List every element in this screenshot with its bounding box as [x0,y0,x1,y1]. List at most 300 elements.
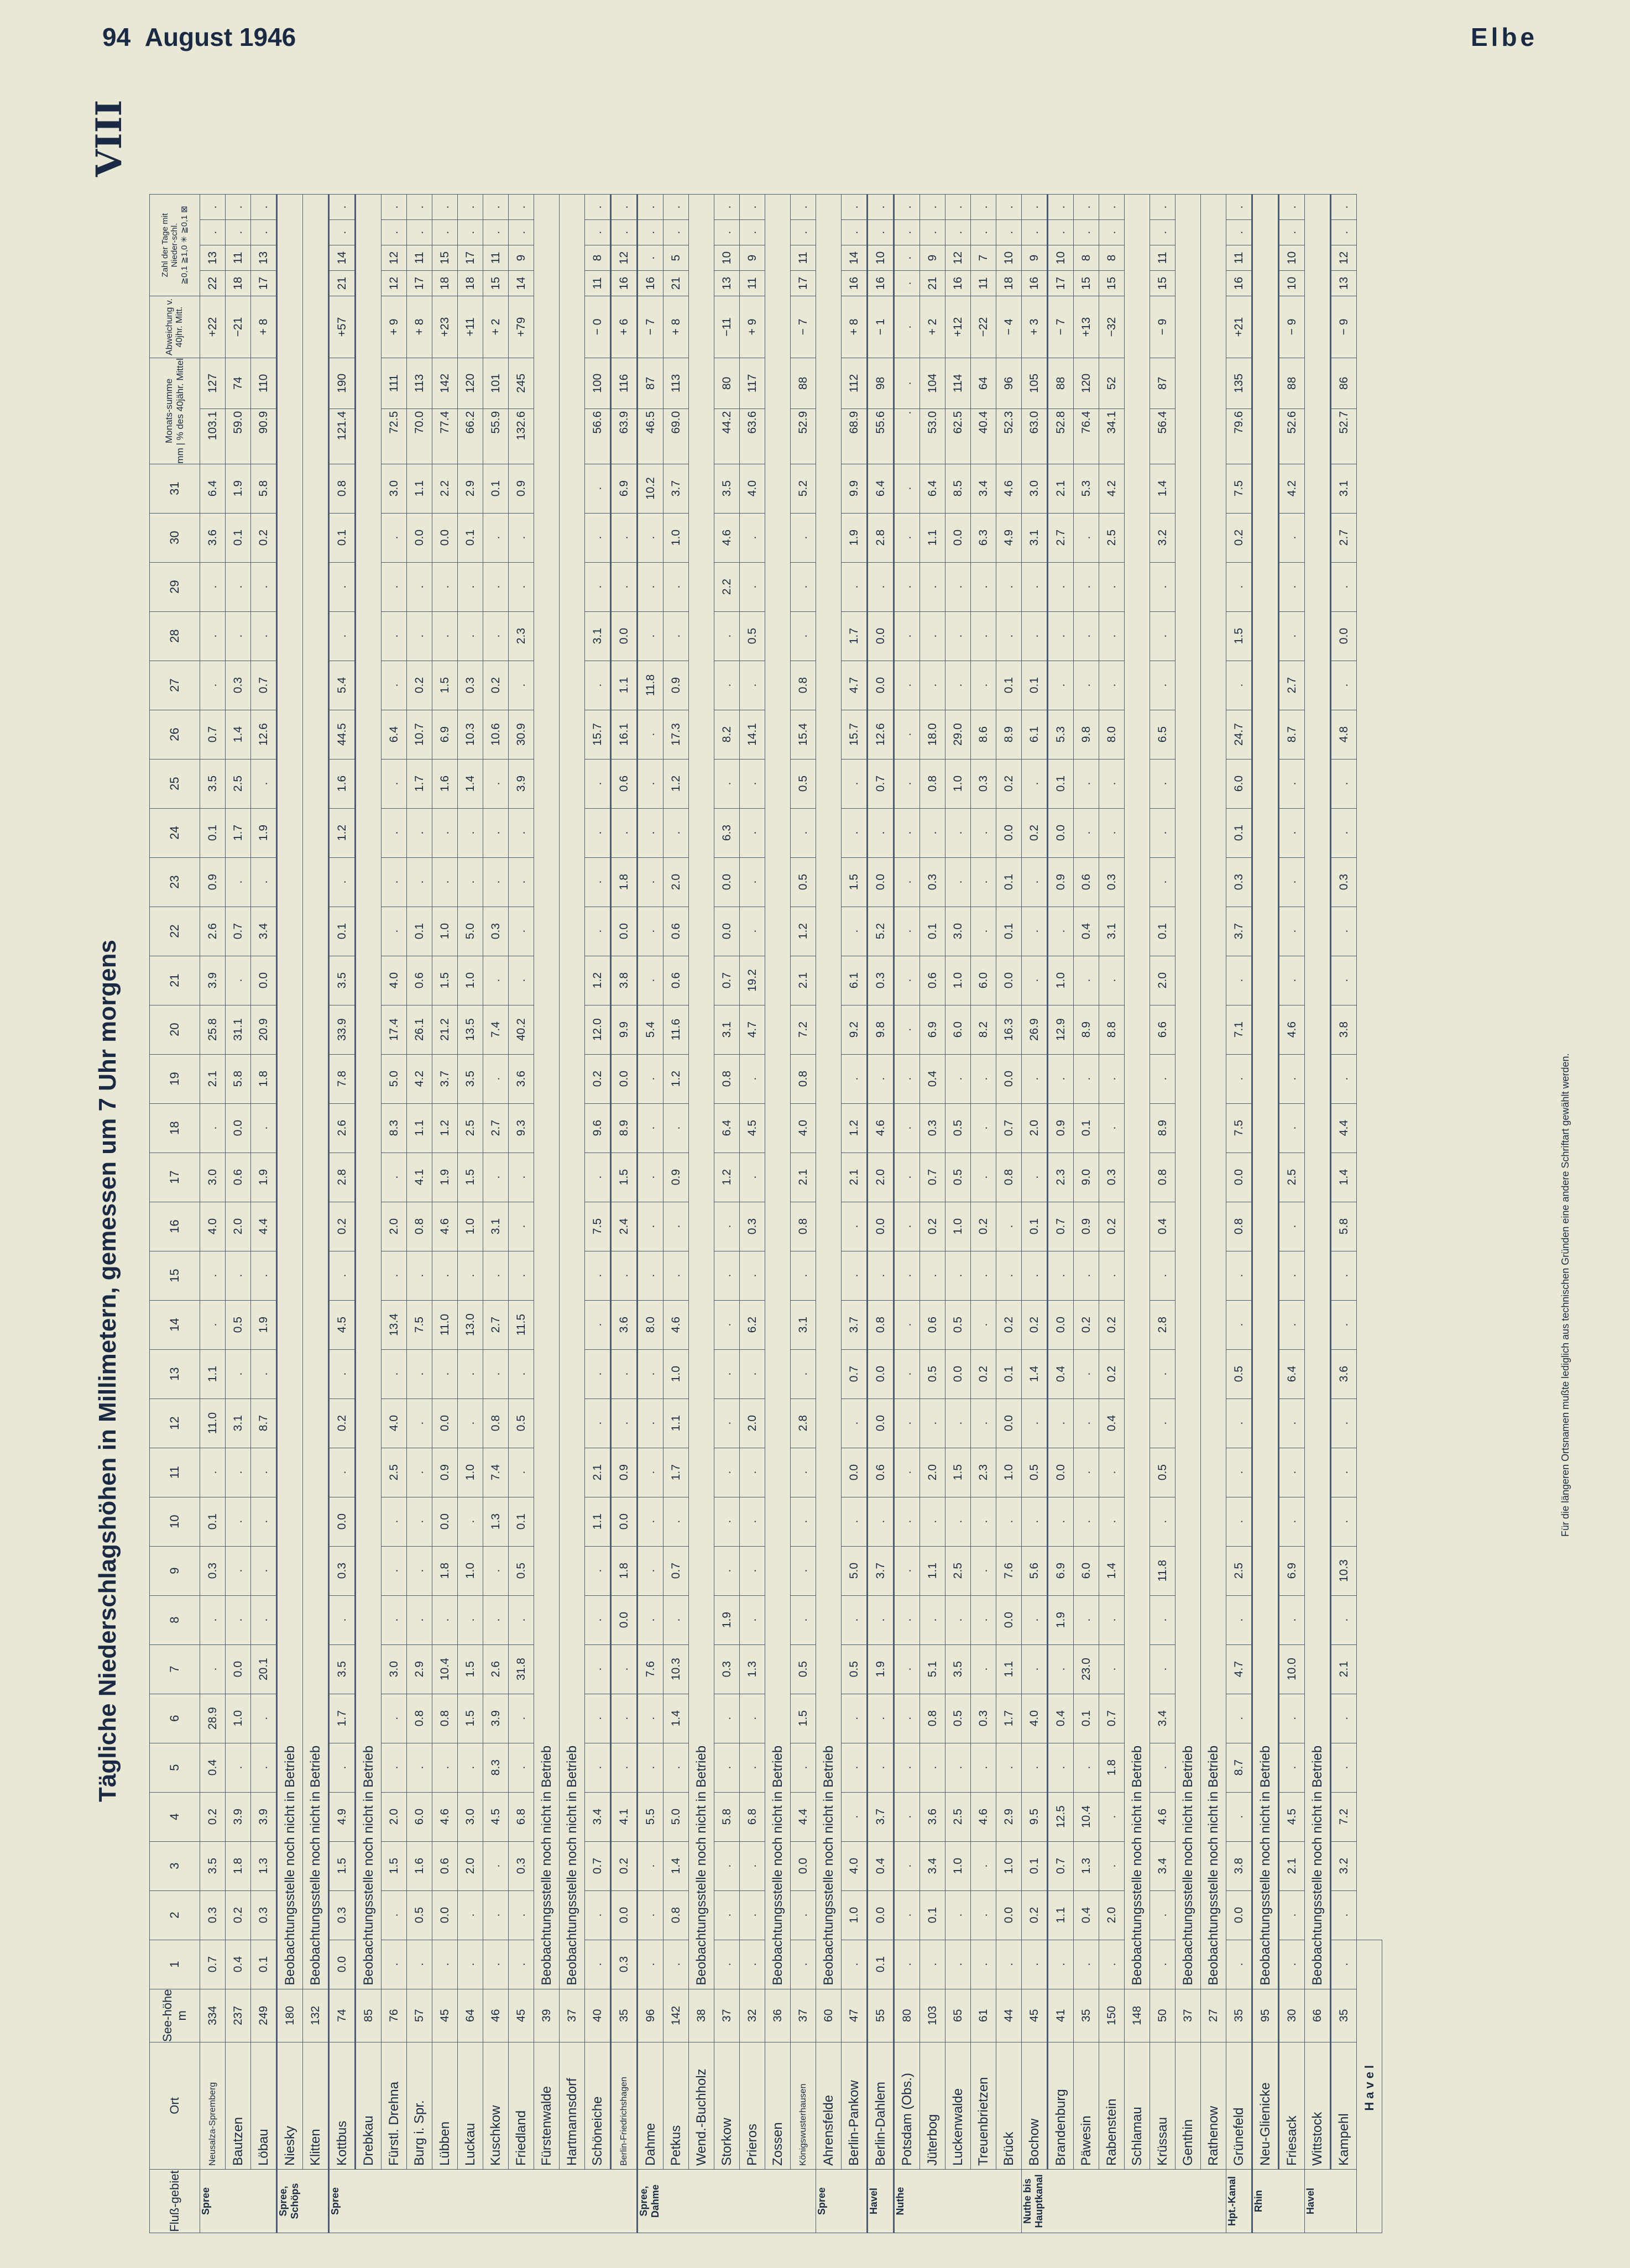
daily-precip: 4.0 [1022,1694,1048,1743]
daily-precip: 11.8 [1150,1546,1176,1595]
daily-precip: . [509,562,534,611]
daily-precip: . [971,1054,996,1103]
daily-precip: 5.3 [1074,464,1099,513]
days-count: 8 [585,245,611,271]
percent-of-mean: 87 [638,358,664,409]
daily-precip: . [842,1398,868,1448]
daily-precip: 0.7 [1099,1694,1125,1743]
daily-precip: . [894,1940,920,1989]
table-row [1074,195,1099,2233]
daily-precip: . [226,562,251,611]
daily-precip: . [458,1743,483,1792]
station-name: Krüssau [1150,2042,1176,2170]
daily-precip: 1.3 [483,1497,509,1546]
table-row [585,195,611,2233]
daily-precip: . [611,1743,638,1792]
station-elevation: 249 [251,1989,277,2042]
days-count: . [611,195,638,220]
daily-precip: . [251,1251,277,1300]
daily-precip: . [894,661,920,710]
header-day: 29 [150,562,200,611]
station-elevation: 60 [816,1989,842,2042]
daily-precip: 7.4 [483,1448,509,1497]
daily-precip: 5.2 [791,464,816,513]
station-name: Berlin-Pankow [842,2042,868,2170]
days-count: 11 [483,245,509,271]
daily-precip: . [251,611,277,661]
daily-precip: 4.5 [1279,1792,1305,1841]
daily-precip: 31.1 [226,1005,251,1054]
daily-precip: . [1279,956,1305,1005]
daily-precip: 2.8 [791,1398,816,1448]
daily-precip: . [200,562,226,611]
daily-precip: 1.1 [585,1497,611,1546]
header-zahl-der-tage [150,195,200,296]
daily-precip: 4.7 [1226,1644,1252,1694]
days-count: 14 [509,271,534,296]
daily-precip: . [1074,611,1099,661]
daily-precip: . [791,1890,816,1940]
daily-precip: . [382,1890,407,1940]
daily-precip: 0.1 [1074,1103,1099,1153]
days-count: 8 [1099,245,1125,271]
daily-precip: 4.4 [1331,1103,1357,1153]
daily-precip: 2.7 [483,1103,509,1153]
header-day: 22 [150,907,200,956]
daily-precip: 7.2 [791,1005,816,1054]
daily-precip: . [638,907,664,956]
daily-precip: 0.5 [1226,1349,1252,1398]
daily-precip: 0.1 [329,907,356,956]
daily-precip: . [868,1054,894,1103]
header-zahl-sub [179,195,189,296]
daily-precip: 0.5 [407,1890,432,1940]
daily-precip: 0.5 [1022,1448,1048,1497]
daily-precip: 0.6 [432,1841,458,1890]
daily-precip: . [791,562,816,611]
daily-precip: . [585,1940,611,1989]
daily-precip: . [382,907,407,956]
daily-precip: 12.5 [1048,1792,1074,1841]
table-row [971,195,996,2233]
table-row [1099,195,1125,2233]
daily-precip: 0.5 [791,857,816,907]
daily-precip: . [894,808,920,857]
daily-precip: 4.8 [1331,710,1357,759]
days-count: 9 [509,245,534,271]
days-count: 9 [740,245,765,271]
daily-precip: . [638,611,664,661]
daily-precip: 0.2 [996,1300,1022,1349]
daily-precip: 0.0 [996,1398,1022,1448]
daily-precip: 8.7 [251,1398,277,1448]
daily-precip: 1.4 [1099,1546,1125,1595]
daily-precip: . [1150,1054,1176,1103]
station-name: Prieros [740,2042,765,2170]
days-count: 10 [1279,271,1305,296]
daily-precip: 3.8 [611,956,638,1005]
daily-precip: . [585,464,611,513]
daily-precip: . [382,562,407,611]
percent-of-mean: 116 [611,358,638,409]
footer-row [1357,195,1382,2233]
daily-precip: 10.3 [1331,1546,1357,1595]
daily-precip: 3.7 [868,1546,894,1595]
daily-precip: 4.5 [740,1103,765,1153]
daily-precip: 3.0 [458,1792,483,1841]
table-row [329,195,356,2233]
station-elevation: 37 [791,1989,816,2042]
days-count: . [638,195,664,220]
days-count: . [664,220,689,245]
monthly-sum: 76.4 [1074,408,1099,464]
daily-precip: . [251,1103,277,1153]
daily-precip: . [842,1251,868,1300]
daily-precip: 6.9 [920,1005,945,1054]
daily-precip: 3.7 [1226,907,1252,956]
not-in-operation-note: Beobachtungsstelle noch nicht in Betrieb [1125,195,1150,1989]
daily-precip: . [483,1595,509,1644]
daily-precip: 6.0 [1226,759,1252,808]
daily-precip: . [382,513,407,562]
daily-precip: . [407,857,432,907]
daily-precip: . [868,808,894,857]
not-in-operation-note: Beobachtungsstelle noch nicht in Betrieb [1252,195,1279,1989]
daily-precip: 0.3 [971,1694,996,1743]
daily-precip: 6.1 [1022,710,1048,759]
river-basin: Spree [329,2170,638,2233]
daily-precip: . [1150,808,1176,857]
days-count: . [971,195,996,220]
daily-precip: 0.4 [1074,907,1099,956]
daily-precip: 0.2 [1074,1300,1099,1349]
daily-precip: 0.3 [458,661,483,710]
daily-precip: . [226,1497,251,1546]
daily-precip: 21.2 [432,1005,458,1054]
days-count: 12 [945,245,971,271]
header-day: 31 [150,464,200,513]
daily-precip: . [971,1300,996,1349]
daily-precip: 2.5 [382,1448,407,1497]
daily-precip: 0.2 [1022,808,1048,857]
daily-precip: 3.0 [945,907,971,956]
deviation: + 8 [251,296,277,358]
monthly-sum: 69.0 [664,408,689,464]
daily-precip: . [945,611,971,661]
daily-precip: 0.5 [226,1300,251,1349]
daily-precip: . [638,562,664,611]
daily-precip: . [740,1694,765,1743]
daily-precip: . [1074,1398,1099,1448]
daily-precip: 11.5 [509,1300,534,1349]
station-elevation: 44 [996,1989,1022,2042]
station-elevation: 150 [1099,1989,1125,2042]
header-n10: ≧1,0 [180,245,189,264]
days-count: . [509,195,534,220]
daily-precip: 2.0 [458,1841,483,1890]
daily-precip: 0.7 [664,1546,689,1595]
daily-precip: . [971,1398,996,1448]
daily-precip: . [1279,1448,1305,1497]
percent-of-mean: 245 [509,358,534,409]
daily-precip: 1.5 [329,1841,356,1890]
daily-precip: . [920,1497,945,1546]
station-elevation: 50 [1150,1989,1176,2042]
daily-precip: 2.9 [458,464,483,513]
daily-precip: 6.4 [200,464,226,513]
river-basin: Nuthe bis Hauptkanal [1022,2170,1226,2233]
station-name: Ahrensfelde [816,2042,842,2170]
daily-precip: 1.0 [458,1202,483,1251]
daily-precip: . [971,808,996,857]
header-row [150,195,200,2233]
daily-precip: . [1099,1497,1125,1546]
header-day: 8 [150,1595,200,1644]
daily-precip: 3.6 [611,1300,638,1349]
daily-precip: . [1074,1743,1099,1792]
daily-precip: 6.4 [868,464,894,513]
daily-precip: . [996,1743,1022,1792]
daily-precip: . [585,513,611,562]
daily-precip: 1.2 [714,1153,740,1202]
days-count: 18 [226,271,251,296]
daily-precip: . [714,1202,740,1251]
daily-precip: . [842,1595,868,1644]
daily-precip: 4.4 [791,1792,816,1841]
header-day: 18 [150,1103,200,1153]
percent-of-mean: 135 [1226,358,1252,409]
percent-of-mean: 88 [1048,358,1074,409]
days-count: . [1279,220,1305,245]
daily-precip: 0.0 [329,1940,356,1989]
daily-precip: . [894,1595,920,1644]
daily-precip: . [714,661,740,710]
daily-precip: 0.5 [920,1349,945,1398]
daily-precip: . [740,1448,765,1497]
daily-precip: . [509,1694,534,1743]
daily-precip: 0.3 [1226,857,1252,907]
station-elevation: 103 [920,1989,945,2042]
daily-precip: . [638,513,664,562]
river-basin: Havel [1305,2170,1357,2233]
days-count: 21 [920,271,945,296]
header-day: 28 [150,611,200,661]
daily-precip: 1.0 [945,1841,971,1890]
deviation: − 9 [1150,296,1176,358]
station-name: Berlin-Friedrichshagen [611,2042,638,2170]
daily-precip: . [1331,1497,1357,1546]
table-row [382,195,407,2233]
daily-precip: . [868,1694,894,1743]
daily-precip: 7.8 [329,1054,356,1103]
daily-precip: . [664,1202,689,1251]
days-count: . [868,220,894,245]
daily-precip: 0.3 [1099,1153,1125,1202]
daily-precip: . [483,808,509,857]
daily-precip: 3.5 [945,1644,971,1694]
days-count: . [638,220,664,245]
days-count: . [226,195,251,220]
percent-of-mean: 101 [483,358,509,409]
daily-precip: 0.2 [1099,1300,1125,1349]
daily-precip: . [611,513,638,562]
daily-precip: 0.3 [920,1103,945,1153]
daily-precip: 0.1 [1150,907,1176,956]
daily-precip: 0.7 [842,1349,868,1398]
daily-precip: 0.9 [1048,857,1074,907]
daily-precip: . [1074,956,1099,1005]
daily-precip: 1.4 [226,710,251,759]
daily-precip: . [407,1398,432,1448]
deviation: +12 [945,296,971,358]
daily-precip: . [1226,1595,1252,1644]
river-basin: Spree, Schöps [277,2170,329,2233]
daily-precip: . [740,1054,765,1103]
daily-precip: . [483,1251,509,1300]
daily-precip: 2.0 [1022,1103,1048,1153]
daily-precip: 1.9 [251,808,277,857]
daily-precip: 0.5 [509,1398,534,1448]
days-count: 13 [200,245,226,271]
daily-precip: . [664,1251,689,1300]
daily-precip: 1.4 [664,1841,689,1890]
daily-precip: 11.6 [664,1005,689,1054]
header-day: 13 [150,1349,200,1398]
daily-precip: 15.4 [791,710,816,759]
table-row [791,195,816,2233]
daily-precip: 3.2 [1331,1841,1357,1890]
daily-precip: 2.3 [971,1448,996,1497]
monthly-sum: 44.2 [714,408,740,464]
table-row [1252,195,1279,2233]
daily-precip: . [791,1546,816,1595]
percent-of-mean: 86 [1331,358,1357,409]
daily-precip: . [1331,907,1357,956]
days-count: 10 [1279,245,1305,271]
days-count: . [996,195,1022,220]
table-row [483,195,509,2233]
daily-precip: . [407,1546,432,1595]
daily-precip: 7.1 [1226,1005,1252,1054]
daily-precip: 1.3 [1074,1841,1099,1890]
daily-precip: 1.9 [868,1644,894,1694]
days-count: 11 [740,271,765,296]
daily-precip: . [894,1153,920,1202]
daily-precip: 2.1 [1331,1644,1357,1694]
daily-precip: . [971,611,996,661]
daily-precip: . [585,1644,611,1694]
daily-precip: 3.4 [251,907,277,956]
days-count: 18 [996,271,1022,296]
daily-precip: 0.7 [714,956,740,1005]
daily-precip: 0.4 [1074,1890,1099,1940]
daily-precip: 2.2 [432,464,458,513]
daily-precip: . [894,907,920,956]
days-count: 16 [945,271,971,296]
daily-precip: . [1022,857,1048,907]
daily-precip: 0.7 [920,1153,945,1202]
daily-precip: . [638,1153,664,1202]
daily-precip: 0.2 [407,661,432,710]
daily-precip: 4.1 [407,1153,432,1202]
daily-precip: 9.3 [509,1103,534,1153]
days-count: . [200,220,226,245]
station-elevation: 37 [1176,1989,1201,2042]
deviation: + 2 [920,296,945,358]
days-count: . [1048,195,1074,220]
monthly-sum: 55.9 [483,408,509,464]
header-seehoehe [150,1989,200,2042]
daily-precip: . [226,1595,251,1644]
daily-precip: 4.0 [200,1202,226,1251]
daily-precip: . [483,1890,509,1940]
daily-precip: 0.1 [1022,1841,1048,1890]
daily-precip: . [483,956,509,1005]
daily-precip: 2.6 [483,1644,509,1694]
daily-precip: . [1331,956,1357,1005]
percent-of-mean: 120 [458,358,483,409]
daily-precip: . [509,1940,534,1989]
daily-precip: 0.5 [945,1300,971,1349]
daily-precip: 0.0 [1331,611,1357,661]
daily-precip: . [407,1940,432,1989]
days-count: . [894,245,920,271]
days-count: . [1150,195,1176,220]
daily-precip: . [1279,1300,1305,1349]
daily-precip: 0.2 [1099,1202,1125,1251]
daily-precip: 2.1 [791,956,816,1005]
daily-precip: . [407,1448,432,1497]
daily-precip: 0.6 [920,956,945,1005]
daily-precip: 1.0 [945,1202,971,1251]
daily-precip: 13.4 [382,1300,407,1349]
daily-precip: 0.4 [1099,1398,1125,1448]
station-name: Kampehl [1331,2042,1357,2170]
daily-precip: 8.2 [714,710,740,759]
header-day: 10 [150,1497,200,1546]
station-name: Drebkau [356,2042,382,2170]
table-row [1305,195,1331,2233]
daily-precip: 2.2 [714,562,740,611]
daily-precip: . [1022,1153,1048,1202]
days-count: 10 [868,245,894,271]
monthly-sum: 52.8 [1048,408,1074,464]
daily-precip: . [971,1644,996,1694]
monthly-sum: 52.7 [1331,408,1357,464]
percent-of-mean: 88 [791,358,816,409]
deviation: +13 [1074,296,1099,358]
river-basin: Hpt.-Kanal [1226,2170,1252,2233]
days-count: . [1022,220,1048,245]
daily-precip: . [1099,1792,1125,1841]
daily-precip: . [458,857,483,907]
daily-precip: 0.3 [329,1890,356,1940]
daily-precip: 0.9 [664,661,689,710]
daily-precip: . [920,1595,945,1644]
daily-precip: 9.9 [611,1005,638,1054]
daily-precip: . [585,1300,611,1349]
daily-precip: 3.4 [1150,1694,1176,1743]
daily-precip: . [664,1743,689,1792]
daily-precip: . [740,759,765,808]
daily-precip: 1.5 [432,661,458,710]
daily-precip: . [483,857,509,907]
daily-precip: 2.3 [1048,1153,1074,1202]
table-row [1048,195,1074,2233]
table-row [432,195,458,2233]
daily-precip: 40.2 [509,1005,534,1054]
daily-precip: 2.0 [382,1792,407,1841]
